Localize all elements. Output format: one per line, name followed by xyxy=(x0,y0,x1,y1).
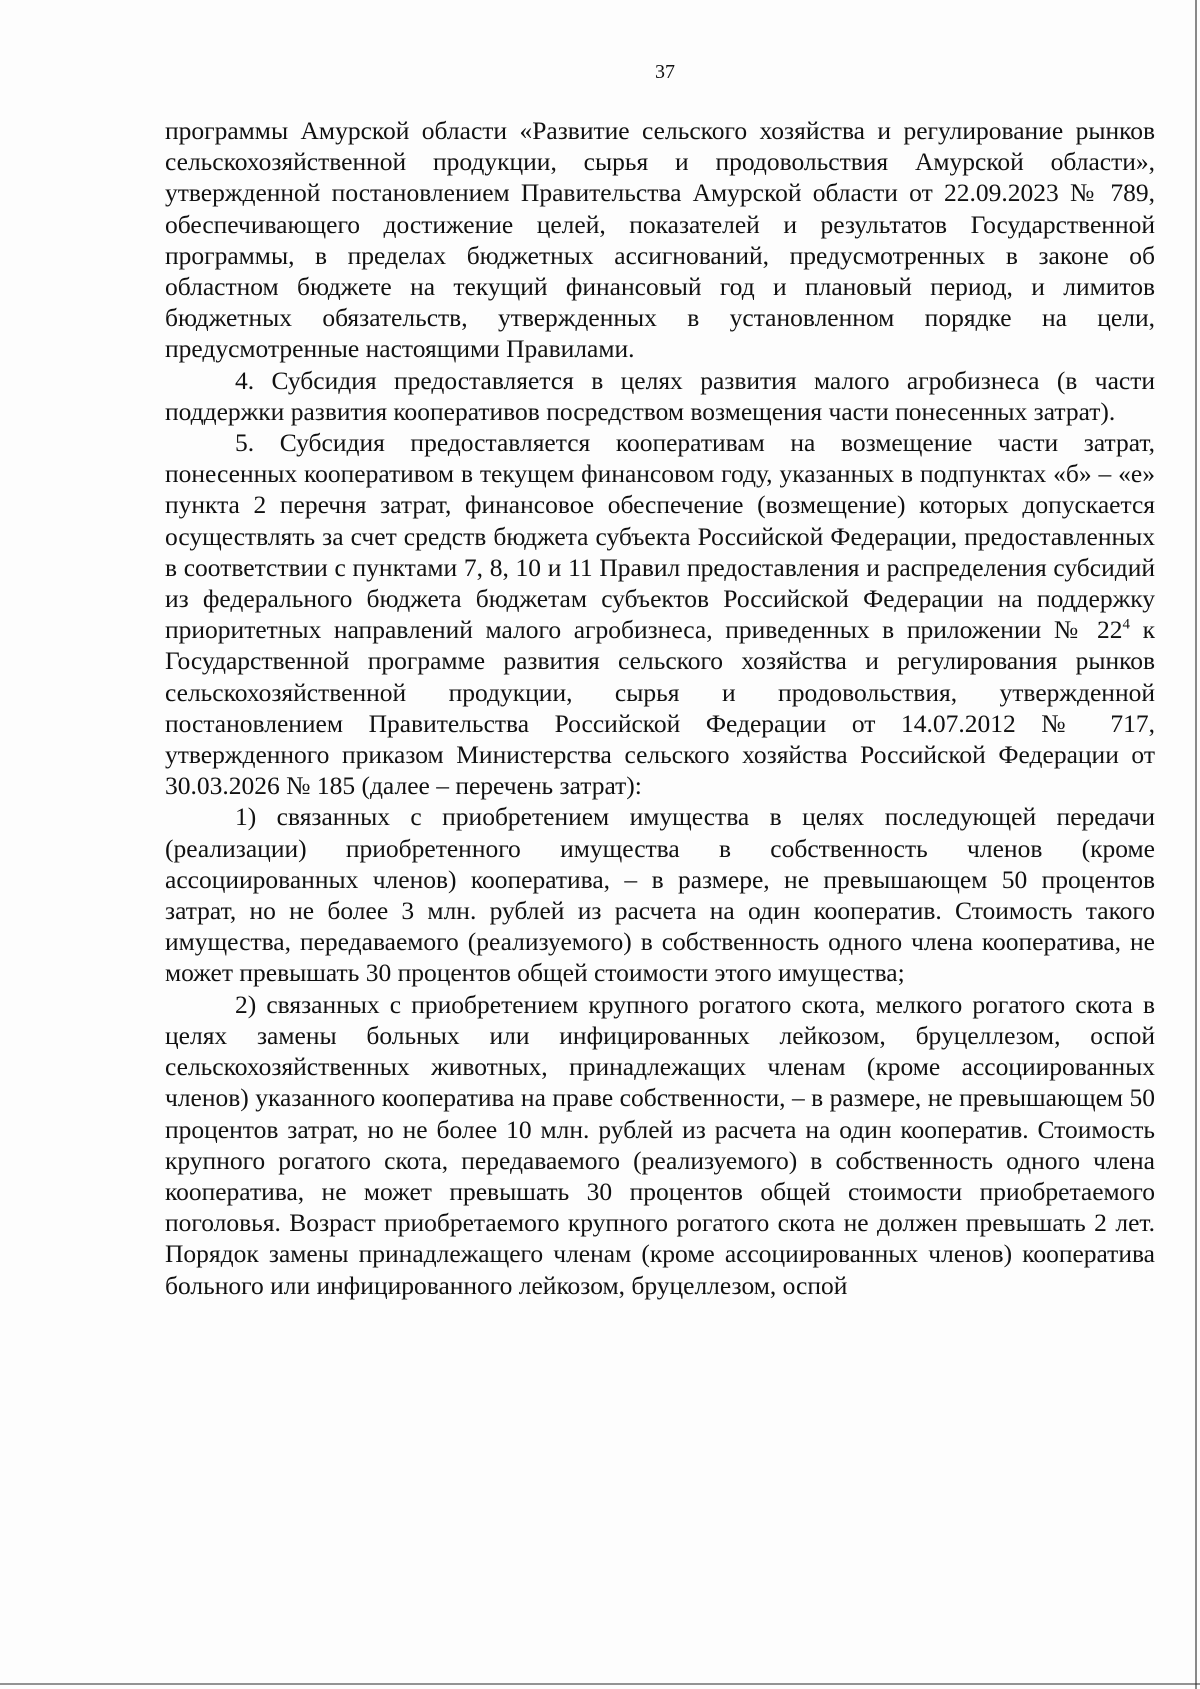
list-item-1: 1) связанных с приобретением имущества в целях последующей передачи (реализации) приобретенного имущества в собственность членов (кроме ассоциированных членов) кооператива, – в размере, не превышающем 50 процентов затрат, но не более 3 млн. рублей из расчета на один кооператив. Стоимость такого имущества, передаваемого (реализуемого) в собственность одного члена кооператива, не может превышать 30 процентов общей стоимости этого имущества; xyxy=(165,802,1155,988)
paragraph-5 xyxy=(165,427,1155,801)
scan-edge-bottom xyxy=(0,1683,1200,1685)
paragraph-5-text-start: 5. Субсидия предоставляется кооперативам на возмещение части затрат, понесенных кооперативом в текущем финансовом году, указанных в подпунктах «б» – «е» пункта 2 перечня затрат, финансовое обеспечение (возмещение) которых допускается осуществлять за счет средств бюджета субъекта Российской Федерации, предоставленных в соответствии с пунктами 7, 8, 10 и 11 Правил предоставления и распределения субсидий из федерального бюджета бюджетам субъектов Российской Федерации на поддержку приоритетных направлений малого агробизнеса, приведенных в приложении № 22 xyxy=(165,428,1155,645)
appendix-superscript: 4 xyxy=(1122,616,1131,633)
paragraph-intro: программы Амурской области «Развитие сельского хозяйства и регулирование рынков сельскохозяйственной продукции, сырья и продовольствия Амурской области», утвержденной постановлением Правительства Амурской области от 22.09.2023 № 789, обеспечивающего достижение целей, показателей и результатов Государственной программы, в пределах бюджетных ассигнований, предусмотренных в законе об областном бюджете на текущий финансовый год и плановый период, и лимитов бюджетных обязательств, утвержденных в установленном порядке на цели, предусмотренные настоящими Правилами. xyxy=(165,116,1155,364)
list-item-2: 2) связанных с приобретением крупного рогатого скота, мелкого рогатого скота в целях замены больных или инфицированных лейкозом, бруцеллезом, оспой сельскохозяйственных животных, принадлежащих членам (кроме ассоциированных членов) указанного кооператива на праве собственности, – в размере, не превышающем 50 процентов затрат, но не более 10 млн. рублей из расчета на один кооператив. Стоимость крупного рогатого скота, передаваемого (реализуемого) в собственность одного члена кооператива, не может превышать 30 процентов общей стоимости приобретаемого поголовья. Возраст приобретаемого крупного рогатого скота не должен превышать 2 лет. Порядок замены принадлежащего членам (кроме ассоциированных членов) кооператива больного или инфицированного лейкозом, бруцеллезом, оспой xyxy=(165,989,1155,1300)
scan-edge-right xyxy=(1195,0,1197,1689)
paragraph-5-text-end: к Государственной программе развития сельского хозяйства и регулирования рынков сельскохозяйственной продукции, сырья и продовольствия, утвержденной постановлением Правительства Российской Федерации от 14.07.2012 № 717, утвержденного приказом Министерства сельского хозяйства Российской Федерации от 30.03.2026 № 185 (далее – перечень затрат): xyxy=(165,615,1156,801)
paragraph-4: 4. Субсидия предоставляется в целях развития малого агробизнеса (в части поддержки развития кооперативов посредством возмещения части понесенных затрат). xyxy=(165,365,1155,426)
document-body xyxy=(165,115,1155,1301)
page-number: 37 xyxy=(655,61,675,83)
